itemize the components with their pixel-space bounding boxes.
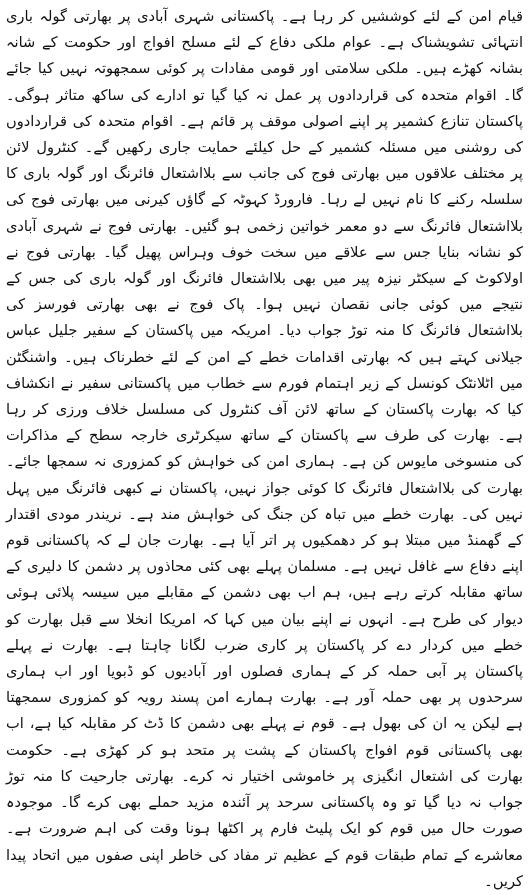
article-body bbox=[6, 4, 523, 895]
article-paragraph: قیام امن کے لئے کوششیں کر رہا ہے۔ پاکستانی شہری آبادی پر بھارتی گولہ باری انتہائی تشویشناک ہے۔ عوام ملکی دفاع کے لئے مسلح افواج اور حکومت کے شانہ بشانہ کھڑے ہیں۔ ملکی سلامتی اور قومی مفادات پر کوئی سمجھوتہ نہیں کیا جائے گا۔ اقوام متحدہ کی قراردادوں پر عمل نہ کیا گیا تو ادارے کی ساکھ متاثر ہوگی۔ پاکستان تنازع کشمیر پر اپنے اصولی موقف پر قائم ہے۔ اقوام متحدہ کی قراردادوں کی روشنی میں مسئلہ کشمیر کے حل کیلئے حمایت جاری رکھیں گے۔ کنٹرول لائن پر مختلف علاقوں میں بھارتی فوج کی جانب سے بلااشتعال فائرنگ اور گولہ باری کا سلسلہ رکنے کا نام نہیں لے رہا۔ فارورڈ کہوٹہ کے گاؤں کیرنی میں بھارتی فوج کی بلااشتعال فائرنگ سے دو معمر خواتین زخمی ہو گئیں۔ بھارتی فوج نے شہری آبادی کو نشانہ بنایا جس سے علاقے میں سخت خوف وہراس پھیل گیا۔ بھارتی فوج نے اولاکوٹ کے سیکٹر نیزہ پیر میں بھی بلااشتعال فائرنگ اور گولہ باری کی جس کے نتیجے میں کوئی جانی نقصان نہیں ہوا۔ پاک فوج نے بھی بھارتی فورسز کی بلااشتعال فائرنگ کا منہ توڑ جواب دیا۔ امریکہ میں پاکستان کے سفیر جلیل عباس جیلانی کہتے ہیں کہ بھارتی اقدامات خطے کے امن کے لئے خطرناک ہیں۔ واشنگٹن میں اٹلانٹک کونسل کے زیر اہتمام فورم سے خطاب میں پاکستانی سفیر نے انکشاف کیا کہ بھارت پاکستان کے ساتھ لائن آف کنٹرول کی مسلسل خلاف ورزی کر رہا ہے۔ بھارت کی طرف سے پاکستان کے ساتھ سیکرٹری خارجہ سطح کے مذاکرات کی منسوخی مایوس کن ہے۔ ہماری امن کی خواہش کو کمزوری نہ سمجھا جائے۔ بھارت کی بلااشتعال فائرنگ کا کوئی جواز نہیں، پاکستان نے کبھی فائرنگ میں پہل نہیں کی۔ بھارت خطے میں تباہ کن جنگ کی خواہش مند ہے۔ نریندر مودی اقتدار کے گھمنڈ میں مبتلا ہو کر دھمکیوں پر اتر آیا ہے۔ بھارت جان لے کہ پاکستانی قوم اپنے دفاع سے غافل نہیں ہے۔ مسلمان پہلے بھی کئی محاذوں پر دشمن کا دلیری کے ساتھ مقابلہ کرتے رہے ہیں، ہم اب بھی دشمن کے مقابلے میں سیسہ پلائی ہوئی دیوار کی طرح ہے۔ انہوں نے اپنے بیان میں کہا کہ امریکا انخلا سے قبل بھارت کو خطے میں کردار دے کر پاکستان پر کاری ضرب لگانا چاہتا ہے۔ بھارت نے پہلے پاکستان پر آبی حملہ کر کے ہماری فصلوں اور آبادیوں کو ڈبویا اور اب ہماری سرحدوں پر بھی حملہ آور ہے۔ بھارت ہمارے امن پسند رویہ کو کمزوری سمجھتا ہے لیکن یہ ان کی بھول ہے۔ قوم نے پہلے بھی دشمن کا ڈٹ کر مقابلہ کیا ہے، اب بھی پاکستانی قوم افواج پاکستان کے پشت پر متحد ہو کر کھڑی ہے۔ حکومت بھارت کی اشتعال انگیزی پر خاموشی اختیار نہ کرے۔ بھارتی جارحیت کا منہ توڑ جواب نہ دیا گیا تو وہ پاکستانی سرحد پر آئندہ مزید حملے بھی کرے گا۔ موجودہ صورت حال میں قوم کو ایک پلیٹ فارم پر اکٹھا ہونا وقت کی اہم ضرورت ہے۔ معاشرے کے تمام طبقات قوم کے عظیم تر مفاد کی خاطر اپنی صفوں میں اتحاد پیدا کریں۔ bbox=[6, 8, 523, 890]
